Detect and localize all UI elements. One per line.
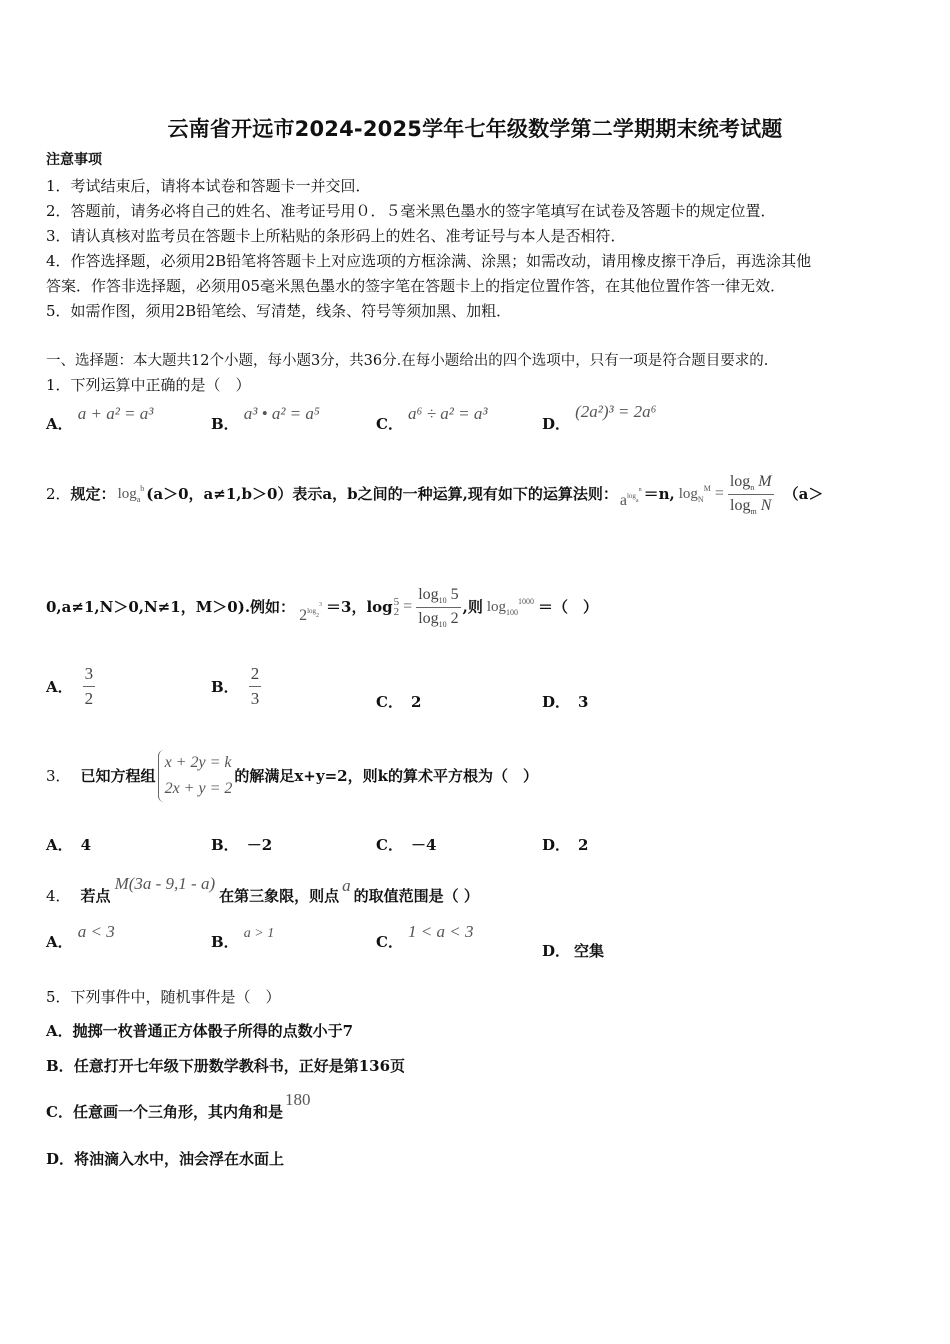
equals-sign: =: [714, 485, 724, 502]
option-label: B．: [46, 1057, 74, 1075]
option-text: 抛掷一枚普通正方体骰子所得的点数小于7: [72, 1022, 354, 1040]
q2-line2: [46, 578, 598, 636]
example-fraction: $\frac{\log_{10} 5}{\log_{10} 2}$: [418, 585, 459, 629]
q2-then: ,则: [462, 598, 483, 616]
q4-option-d: [542, 941, 604, 961]
log-ab-expr: $\log_a^b$: [117, 484, 145, 504]
fraction-numerator: 3: [83, 664, 96, 687]
notice-item: 3．请认真核对监考员在答题卡上所粘贴的条形码上的姓名、准考证号与本人是否相符．: [46, 227, 626, 245]
q2-condition: (a＞0，a≠1,b＞0）表示a，b之间的一种运算,现有如下的运算法则：: [146, 485, 618, 503]
option-label: B．: [211, 836, 239, 854]
point-expr: M(3a - 9,1 - a): [114, 874, 216, 893]
q2-option-c: [376, 692, 421, 712]
q2-line1: [46, 466, 823, 522]
option-label: A．: [46, 677, 73, 696]
option-math: 1 < a < 3: [408, 922, 474, 941]
q1-stem: 1．下列运算中正确的是（ ）: [46, 376, 251, 394]
power-log-expr: $a^{log_a^n}$: [619, 486, 642, 509]
q2-condition-2: 0,a≠1,N＞0,N≠1，M＞0).例如：: [46, 598, 296, 616]
q5-option-a: [46, 1021, 353, 1041]
q4-number: 4．: [46, 887, 71, 905]
q1-option-b: [211, 404, 320, 434]
notice-item: 答案．作答非选择题，必须用05毫米黑色墨水的签字笔在答题卡上的指定位置作答，在其他位置作答一律无效．: [46, 277, 786, 295]
q3-option-d: [542, 835, 588, 855]
q5-option-d: [46, 1149, 284, 1169]
option-label: D．: [542, 415, 571, 433]
page-title: 云南省开远市2024-2025学年七年级数学第二学期期末统考试题: [167, 117, 783, 141]
q3-number: 3．: [46, 767, 71, 785]
notice-item: 2．答题前，请务必将自己的姓名、准考证号用０．５毫米黑色墨水的签字笔填写在试卷及答题卡的规定位置．: [46, 202, 776, 220]
option-label: A．: [46, 836, 73, 854]
change-of-base-left: $\log_N^M$: [678, 484, 711, 504]
q4-post: 的取值范围是（ ）: [353, 887, 479, 905]
q1-option-d: [542, 402, 657, 434]
option-text: 将油滴入水中，油会浮在水面上: [74, 1150, 285, 1168]
notice-item: 4．作答选择题，必须用2B铅笔将答题卡上对应选项的方框涂满、涂黑；如需改动，请用橡皮擦干净后，再选涂其他: [46, 252, 812, 270]
q3-stem: [46, 748, 538, 804]
option-math: (2a²)³ = 2a⁶: [575, 402, 657, 421]
option-text: 任意画一个三角形，其内角和是: [72, 1103, 283, 1121]
option-math: a > 1: [243, 926, 275, 941]
example-power-expr: $2^{log_2^3}$: [299, 601, 323, 624]
fraction-denominator: 2: [84, 689, 94, 708]
q4-option-a: [46, 922, 115, 952]
notice-item: 5．如需作图，须用2B铅笔绘、写清楚，线条、符号等须加黑、加粗．: [46, 302, 512, 320]
log-subscript-5-2: 5 2: [393, 596, 400, 618]
q2-ask: ＝（ ）: [538, 598, 599, 616]
notice-heading: 注意事项: [46, 152, 102, 168]
option-label: C．: [46, 1103, 73, 1121]
equation-1: x + 2y = k: [164, 754, 232, 771]
q2-option-b: [211, 664, 261, 709]
question-log-expr: $\log_{100}^{1000}$: [486, 597, 535, 617]
q2-option-d: [542, 692, 588, 712]
option-math: a³ • a² = a⁵: [243, 404, 320, 423]
q2-tail: （a＞: [783, 485, 824, 503]
change-of-base-fraction: $\frac{\log_n M}{\log_m N}$: [729, 472, 772, 516]
notice-item: 1．考试结束后，请将本试卷和答题卡一并交回．: [46, 177, 371, 195]
equals-sign: =: [403, 598, 413, 615]
option-label: C．: [376, 415, 403, 433]
q3-pre: 已知方程组: [80, 767, 156, 785]
option-label: C．: [376, 933, 403, 951]
option-label: A．: [46, 933, 73, 951]
q4-pre: 若点: [80, 887, 111, 905]
option-text: －4: [410, 836, 437, 854]
option-text: 任意打开七年级下册数学教科书，正好是第136页: [73, 1057, 406, 1075]
q5-option-b: [46, 1056, 405, 1076]
option-fraction: [249, 664, 262, 709]
q4-option-b: [211, 926, 275, 952]
q3-option-b: [211, 835, 272, 855]
q3-post: 的解满足x+y=2，则k的算术平方根为（ ）: [234, 767, 538, 785]
option-math: a < 3: [77, 922, 115, 941]
q1-option-c: [376, 404, 488, 434]
option-label: B．: [211, 677, 239, 696]
option-math: 180: [284, 1090, 311, 1109]
option-label: A．: [46, 1022, 73, 1040]
option-label: D．: [542, 942, 571, 960]
option-label: A．: [46, 415, 73, 433]
option-label: C．: [376, 693, 403, 711]
q3-option-c: [376, 835, 436, 855]
option-label: B．: [211, 415, 239, 433]
q4-stem: [46, 866, 479, 906]
option-math: a + a² = a³: [77, 404, 154, 423]
q5-option-c: [46, 1092, 310, 1122]
option-label: C．: [376, 836, 403, 854]
q2-eq-n: ＝n,: [643, 485, 675, 503]
equation-2: 2x + y = 2: [164, 780, 233, 797]
option-fraction: [83, 664, 96, 709]
option-text: 4: [80, 836, 92, 854]
option-math: a⁶ ÷ a² = a³: [408, 404, 488, 423]
option-text: 2: [410, 693, 422, 711]
equation-system: [158, 750, 233, 802]
q3-option-a: [46, 835, 91, 855]
option-text: 3: [578, 693, 589, 711]
option-label: D．: [542, 693, 571, 711]
q5-stem: 5．下列事件中，随机事件是（ ）: [46, 988, 281, 1006]
q4-option-c: [376, 922, 474, 952]
variable-a: a: [342, 876, 351, 895]
q4-mid: 在第三象限，则点: [219, 887, 340, 905]
q2-number: 2．: [46, 485, 71, 503]
section-heading: 一、选择题：本大题共12个小题，每小题3分，共36分.在每小题给出的四个选项中，只有一项是符合题目要求的.: [46, 353, 769, 369]
option-text: －2: [246, 836, 273, 854]
q2-eq3: ＝3，log: [326, 598, 393, 616]
q2-rule-word: 规定：: [70, 485, 116, 503]
fraction-numerator: 2: [249, 664, 262, 687]
q2-option-a: [46, 664, 95, 709]
option-text: 空集: [574, 942, 605, 960]
q1-option-a: [46, 404, 154, 434]
option-label: B．: [211, 933, 239, 951]
option-text: 2: [578, 836, 589, 854]
fraction-denominator: 3: [250, 689, 260, 708]
option-label: D．: [542, 836, 571, 854]
option-label: D．: [46, 1150, 75, 1168]
